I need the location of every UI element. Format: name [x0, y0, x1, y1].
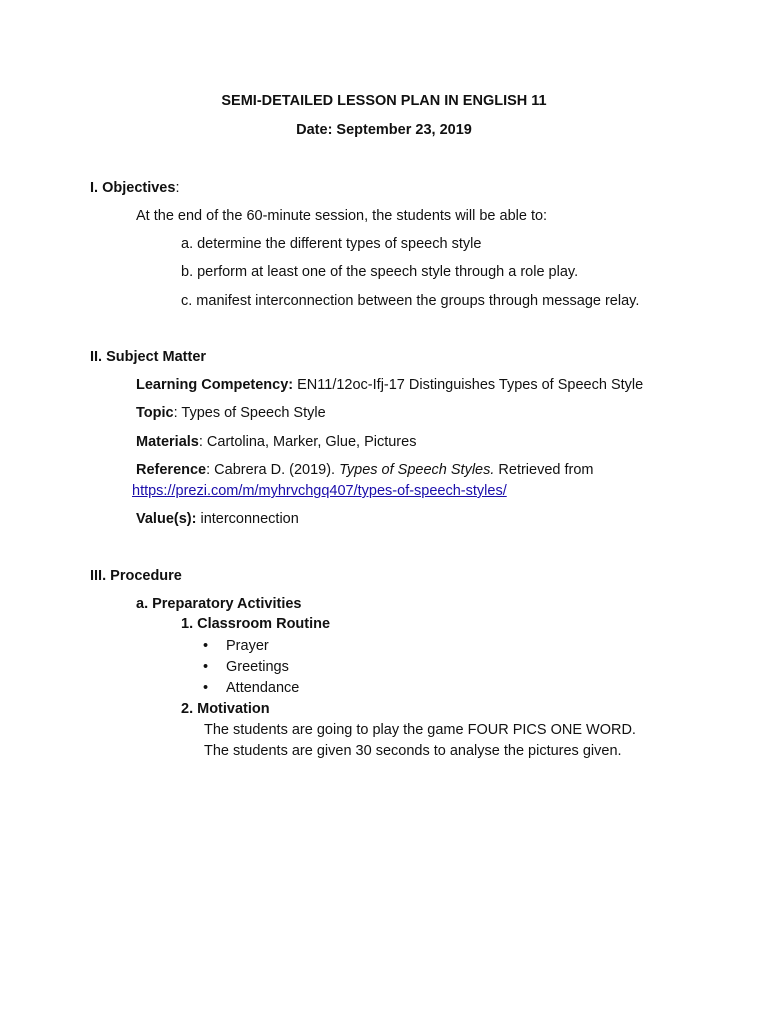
bullet-icon: • [203, 680, 209, 696]
reference-link[interactable]: https://prezi.com/m/myhrvchgq407/types-of-speech-styles/ [132, 483, 507, 499]
document-date: Date: September 23, 2019 [296, 122, 472, 138]
reference-prefix: : Cabrera D. (2019). [206, 462, 340, 478]
materials-line [136, 434, 416, 450]
objectives-heading-line [90, 180, 179, 196]
routine-item-label: Attendance [226, 680, 300, 696]
preparatory-activities-heading: a. Preparatory Activities [136, 596, 302, 612]
topic-label: Topic [136, 405, 174, 421]
values-label: Value(s): [136, 511, 197, 527]
reference-title: Types of Speech Styles. [339, 462, 495, 478]
materials-label: Materials [136, 434, 199, 450]
values-line [136, 511, 299, 527]
topic-line [136, 405, 326, 421]
objective-item: a. determine the different types of speech style [181, 236, 482, 252]
motivation-heading: 2. Motivation [181, 701, 270, 717]
values-value: interconnection [196, 511, 299, 527]
document-title: SEMI-DETAILED LESSON PLAN IN ENGLISH 11 [221, 93, 547, 109]
objectives-heading: I. Objectives [90, 180, 176, 196]
routine-item-label: Prayer [226, 638, 269, 654]
classroom-routine-heading: 1. Classroom Routine [181, 616, 331, 632]
materials-value: : Cartolina, Marker, Glue, Pictures [198, 434, 417, 450]
objective-item: c. manifest interconnection between the groups through message relay. [181, 293, 640, 309]
objectives-heading-colon: : [175, 180, 180, 196]
reference-suffix: Retrieved from [494, 462, 594, 478]
objective-item: b. perform at least one of the speech style through a role play. [181, 264, 579, 280]
topic-value: : Types of Speech Style [173, 405, 326, 421]
objectives-intro: At the end of the 60-minute session, the students will be able to: [136, 208, 548, 224]
reference-line [136, 462, 594, 478]
bullet-icon: • [203, 659, 209, 675]
motivation-text: The students are going to play the game FOUR PICS ONE WORD. [204, 722, 636, 738]
routine-item-label: Greetings [226, 659, 289, 675]
motivation-text: The students are given 30 seconds to analyse the pictures given. [204, 743, 622, 759]
bullet-icon: • [203, 638, 209, 654]
reference-label: Reference [136, 462, 207, 478]
learning-competency-line [136, 377, 643, 393]
procedure-heading: III. Procedure [90, 568, 182, 584]
learning-competency-value: EN11/12oc-Ifj-17 Distinguishes Types of Speech Style [293, 377, 644, 393]
learning-competency-label: Learning Competency: [136, 377, 294, 393]
subject-matter-heading: II. Subject Matter [90, 349, 207, 365]
